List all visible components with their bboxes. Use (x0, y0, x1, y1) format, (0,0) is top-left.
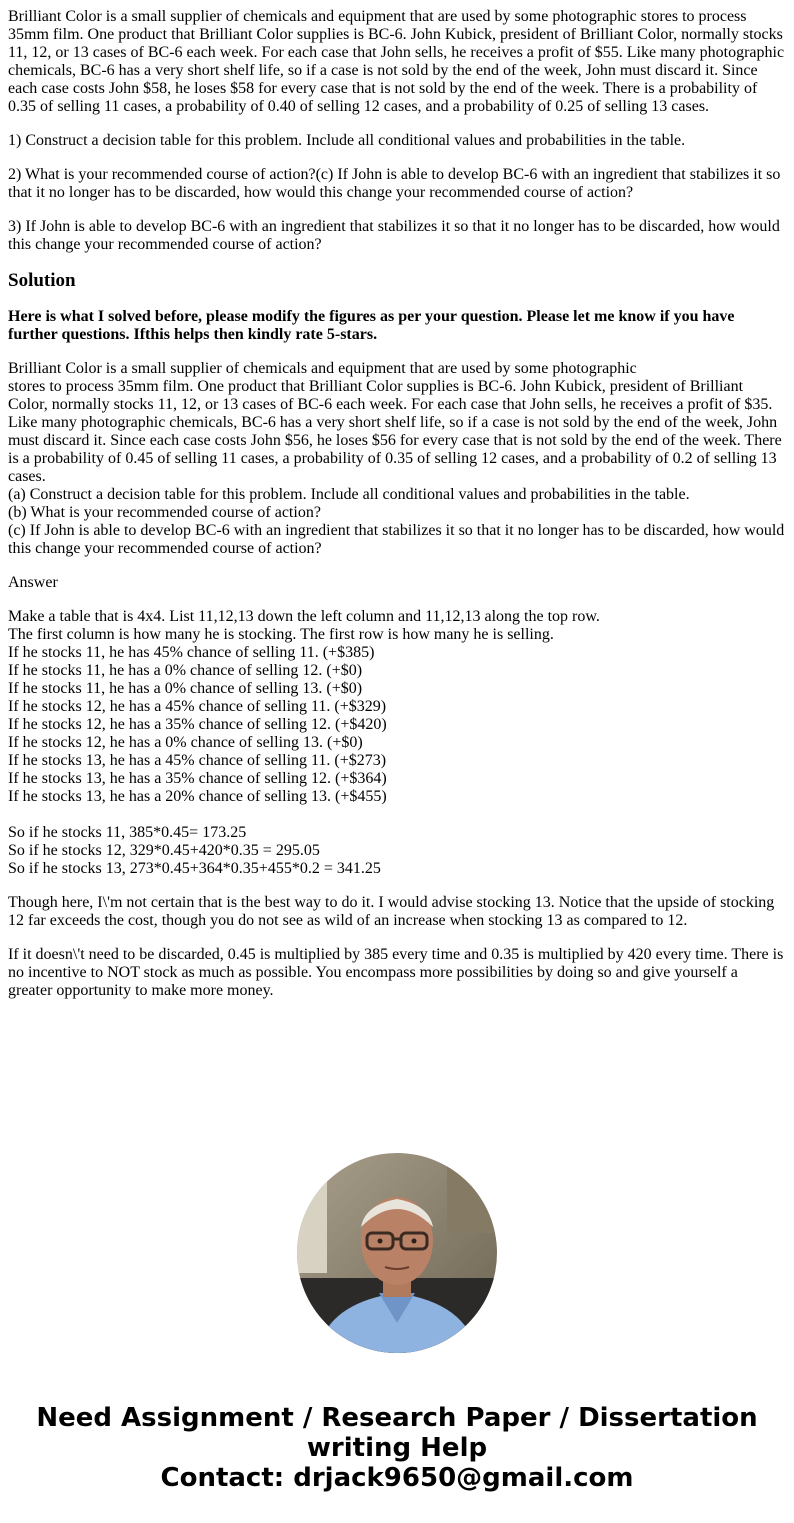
answer-line: If he stocks 12, he has a 45% chance of selling 11. (+$329) (8, 698, 387, 715)
promo-contact: Contact: drjack9650@gmail.com (160, 1463, 634, 1493)
previous-problem-part-b: (b) What is your recommended course of action? (8, 504, 321, 521)
answer-line: If he stocks 13, he has a 35% chance of selling 12. (+$364) (8, 770, 387, 787)
question-part-2: 2) What is your recommended course of action?(c) If John is able to develop BC-6 with an ingredient that stabilizes it so that it no longer has to be discarded, how would this change your recommended course of action? (8, 166, 781, 201)
calc-line: So if he stocks 12, 329*0.45+420*0.35 = 295.05 (8, 842, 320, 859)
calc-line: So if he stocks 11, 385*0.45= 173.25 (8, 824, 247, 841)
spacer-line (8, 806, 786, 824)
previous-problem-part-a: (a) Construct a decision table for this problem. Include all conditional values and probabilities in the table. (8, 486, 690, 503)
previous-problem-line: stores to process 35mm film. One product that Brilliant Color supplies is BC-6. John Kubick, president of Brilliant Color, normally stocks 11, 12, or 13 cases of BC-6 each week. For each case that John sells, he receives a profit of $35. Like many photographic chemicals, BC-6 has a very short shelf life, so if a case is not sold by the end of the week, John must discard it. Since each case costs John $56, he loses $56 for every case that is not sold by the end of the week. There is a probability of 0.45 of selling 11 cases, a probability of 0.35 of selling 12 cases, and a probability of 0.2 of selling 13 cases. (8, 378, 782, 485)
answer-line: The first column is how many he is stocking. The first row is how many he is selling. (8, 626, 554, 643)
answer-line: Make a table that is 4x4. List 11,12,13 down the left column and 11,12,13 along the top row. (8, 608, 600, 625)
answer-line: If he stocks 13, he has a 20% chance of selling 13. (+$455) (8, 788, 387, 805)
promo-line: writing Help (306, 1433, 488, 1463)
answer-conclusion: Though here, I\'m not certain that is the best way to do it. I would advise stocking 13. Notice that the upside of stocking 12 far exceeds the cost, though you do not see as wild of an increase when stocking 13 as compared to 12. (8, 894, 775, 929)
question-part-1: 1) Construct a decision table for this problem. Include all conditional values and probabilities in the table. (8, 132, 686, 149)
solution-heading: Solution (8, 270, 76, 291)
author-avatar (297, 1153, 497, 1353)
answer-line: If he stocks 12, he has a 0% chance of selling 13. (+$0) (8, 734, 363, 751)
answer-line: If he stocks 12, he has a 35% chance of selling 12. (+$420) (8, 716, 387, 733)
answer-steps (8, 608, 786, 878)
solution-note: Here is what I solved before, please modify the figures as per your question. Please let me know if you have further questions. Ifthis helps then kindly rate 5-stars. (8, 308, 735, 343)
answer-line: If he stocks 11, he has 45% chance of selling 11. (+$385) (8, 644, 375, 661)
promo-banner (0, 1403, 794, 1493)
calc-line: So if he stocks 13, 273*0.45+364*0.35+455*0.2 = 341.25 (8, 860, 381, 877)
author-photo (297, 1153, 497, 1353)
answer-line: If he stocks 11, he has a 0% chance of selling 12. (+$0) (8, 662, 363, 679)
question-part-3: 3) If John is able to develop BC-6 with an ingredient that stabilizes it so that it no longer has to be discarded, how would this change your recommended course of action? (8, 218, 780, 253)
answer-final: If it doesn\'t need to be discarded, 0.45 is multiplied by 385 every time and 0.35 is multiplied by 420 every time. There is no incentive to NOT stock as much as possible. You encompass more possibilities by doing so and give yourself a greater opportunity to make more money. (8, 946, 784, 999)
promo-line: Need Assignment / Research Paper / Dissertation (36, 1403, 758, 1433)
document-body (8, 8, 786, 1016)
previous-problem-line: Brilliant Color is a small supplier of chemicals and equipment that are used by some photographic (8, 360, 637, 377)
previous-problem-part-c: (c) If John is able to develop BC-6 with an ingredient that stabilizes it so that it no longer has to be discarded, how would this change your recommended course of action? (8, 522, 785, 557)
question-intro: Brilliant Color is a small supplier of chemicals and equipment that are used by some photographic stores to process 35mm film. One product that Brilliant Color supplies is BC-6. John Kubick, president of Brilliant Color, normally stocks 11, 12, or 13 cases of BC-6 each week. For each case that John sells, he receives a profit of $55. Like many photographic chemicals, BC-6 has a very short shelf life, so if a case is not sold by the end of the week, John must discard it. Since each case costs John $58, he loses $58 for every case that is not sold by the end of the week. There is a probability of 0.35 of selling 11 cases, a probability of 0.40 of selling 12 cases, and a probability of 0.25 of selling 13 cases. (8, 8, 785, 115)
answer-line: If he stocks 11, he has a 0% chance of selling 13. (+$0) (8, 680, 363, 697)
previous-problem (8, 360, 786, 558)
answer-line: If he stocks 13, he has a 45% chance of selling 11. (+$273) (8, 752, 387, 769)
answer-label: Answer (8, 574, 58, 591)
